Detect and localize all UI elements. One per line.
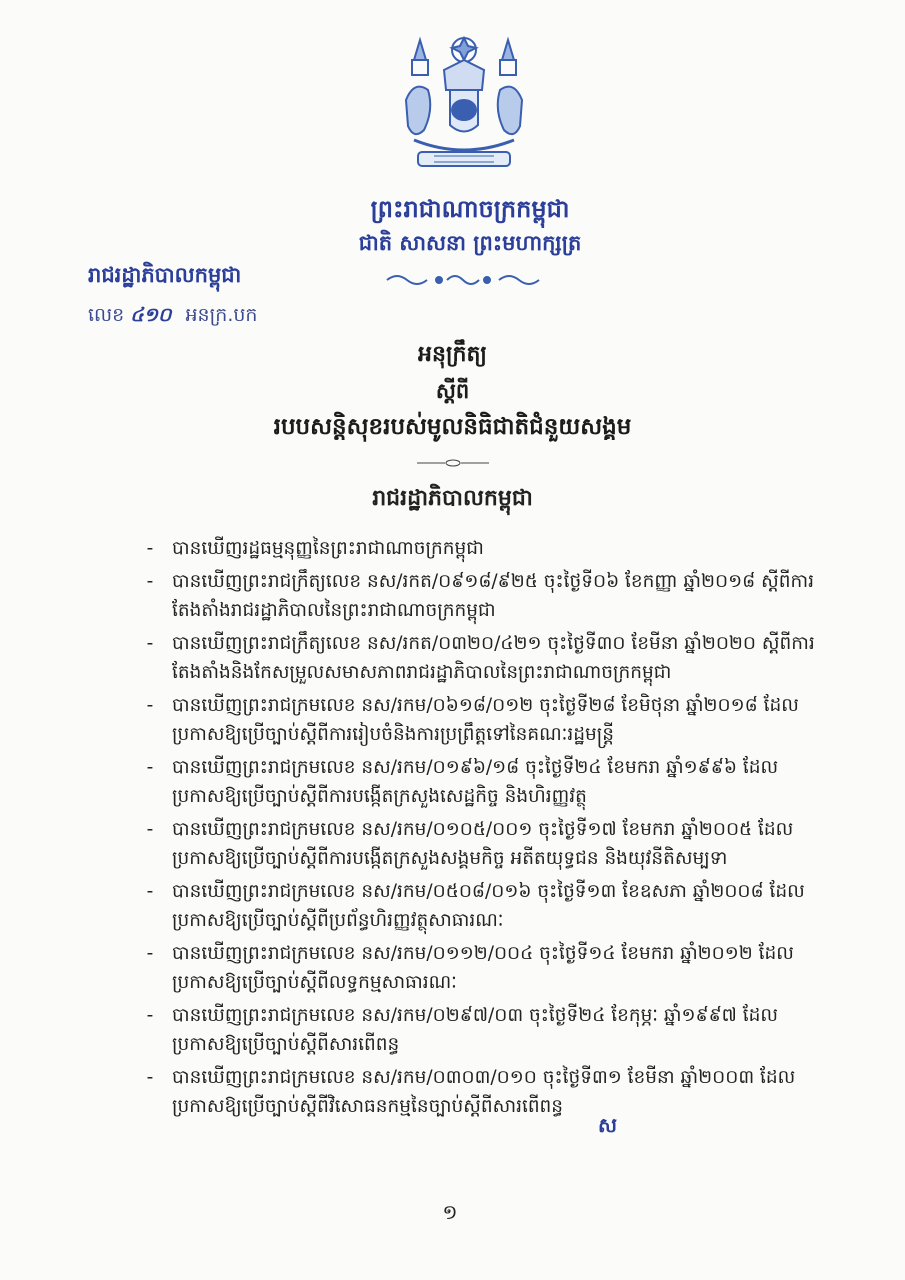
national-motto: ជាតិ សាសនា ព្រះមហាក្សត្រ [358, 231, 582, 255]
list-dash: - [146, 695, 154, 716]
list-item-text: បានឃើញរដ្ឋធម្មនុញ្ញនៃព្រះរាជាណាចក្រកម្ពុជា [172, 538, 484, 559]
list-dash: - [146, 1067, 154, 1088]
kingdom-header: ព្រះរាជាណាចក្រកម្ពុជា [370, 195, 570, 223]
list-dash: - [146, 538, 154, 559]
reference-line [88, 302, 258, 328]
list-item-text: បានឃើញព្រះរាជក្រឹត្យលេខ នស/រកត/០៣២០/៤២១ ចុះថ្ងៃទី៣០ ខែមីនា ឆ្នាំ២០២០ ស្ដីពីការតែងតាំងនិងកែសម្រួលសមាសភាពរាជរដ្ឋាភិបាលនៃព្រះរាជាណាចក្រកម្ពុជា [172, 633, 815, 683]
page-number: ១ [442, 1200, 458, 1224]
list-dash: - [146, 881, 154, 902]
royal-arms-emblem-icon [384, 30, 544, 180]
ref-code: អនក្រ.បក [185, 304, 258, 326]
list-item-text: បានឃើញព្រះរាជក្រមលេខ នស/រកម/០១៩៦/១៨ ចុះថ្ងៃទី២៤ ខែមករា ឆ្នាំ១៩៩៦ ដែលប្រកាសឱ្យប្រើច្បាប់ស្ដីពីការបង្កើតក្រសួងសេដ្ឋកិច្ច និងហិរញ្ញវត្ថុ [172, 757, 779, 807]
list-item-text: បានឃើញព្រះរាជក្រឹត្យលេខ នស/រកត/០៩១៨/៩២៥ ចុះថ្ងៃទី០៦ ខែកញ្ញា ឆ្នាំ២០១៨ ស្ដីពីការតែងតាំងរាជរដ្ឋាភិបាលនៃព្រះរាជាណាចក្រកម្ពុជា [172, 571, 814, 621]
list-item [140, 1063, 830, 1121]
divider-ornament-icon [415, 456, 491, 470]
issuer-name: រាជរដ្ឋាភិបាលកម្ពុជា [88, 263, 242, 287]
list-item [140, 815, 830, 873]
ref-label: លេខ [88, 304, 125, 326]
list-item [140, 939, 830, 997]
considerations-list [140, 534, 830, 1125]
list-item [140, 877, 830, 935]
ref-number: ៤១០ [130, 304, 172, 326]
list-item [140, 1001, 830, 1059]
list-dash: - [146, 1005, 154, 1026]
list-item [140, 753, 830, 811]
list-item [140, 534, 830, 563]
list-item [140, 629, 830, 687]
title-about: ស្ដីពី [435, 379, 470, 403]
list-item-text: បានឃើញព្រះរាជក្រមលេខ នស/រកម/០១១២/០០៤ ចុះថ្ងៃទី១៤ ខែមករា ឆ្នាំ២០១២ ដែលប្រកាសឱ្យប្រើច្បាប់ស្ដីពីលទ្ធកម្មសាធារណៈ [172, 943, 794, 993]
list-dash: - [146, 571, 154, 592]
list-item-text: បានឃើញព្រះរាជក្រមលេខ នស/រកម/០៥០៨/០១៦ ចុះថ្ងៃទី១៣ ខែឧសភា ឆ្នាំ២០០៨ ដែលប្រកាសឱ្យប្រើច្បាប់ស្ដីពីប្រព័ន្ធហិរញ្ញវត្ថុសាធារណៈ [172, 881, 805, 931]
list-item-text: បានឃើញព្រះរាជក្រមលេខ នស/រកម/០៦១៨/០១២ ចុះថ្ងៃទី២៨ ខែមិថុនា ឆ្នាំ២០១៨ ដែលប្រកាសឱ្យប្រើច្បាប់ស្ដីពីការរៀបចំនិងការប្រព្រឹត្តទៅនៃគណៈរដ្ឋមន្ត្រី [172, 695, 799, 745]
initial-mark: ស [598, 1113, 618, 1137]
list-dash: - [146, 633, 154, 654]
list-item [140, 691, 830, 749]
document-subject: របបសន្តិសុខរបស់មូលនិធិជាតិជំនួយសង្គម [273, 414, 632, 440]
document-type: អនុក្រឹត្យ [418, 342, 487, 367]
list-dash: - [146, 943, 154, 964]
list-item [140, 567, 830, 625]
list-item-text: បានឃើញព្រះរាជក្រមលេខ នស/រកម/០២៩៧/០៣ ចុះថ្ងៃទី២៤ ខែកុម្ភៈ ឆ្នាំ១៩៩៧ ដែលប្រកាសឱ្យប្រើច្បាប់ស្ដីពីសារពើពន្ធ [172, 1005, 778, 1055]
body-heading: រាជរដ្ឋាភិបាលកម្ពុជា [372, 486, 533, 511]
list-item-text: បានឃើញព្រះរាជក្រមលេខ នស/រកម/០១០៥/០០១ ចុះថ្ងៃទី១៧ ខែមករា ឆ្នាំ២០០៥ ដែលប្រកាសឱ្យប្រើច្បាប់ស្ដីពីការបង្កើតក្រសួងសង្គមកិច្ច អតីតយុទ្ធជន និងយុវនីតិសម្បទា [172, 819, 794, 869]
list-dash: - [146, 757, 154, 778]
list-dash: - [146, 819, 154, 840]
list-item-text: បានឃើញព្រះរាជក្រមលេខ នស/រកម/០៣០៣/០១០ ចុះថ្ងៃទី៣១ ខែមីនា ឆ្នាំ២០០៣ ដែលប្រកាសឱ្យប្រើច្បាប់ស្ដីពីវិសោធនកម្មនៃច្បាប់ស្ដីពីសារពើពន្ធ [172, 1067, 796, 1117]
flourish-ornament-icon [383, 270, 543, 290]
